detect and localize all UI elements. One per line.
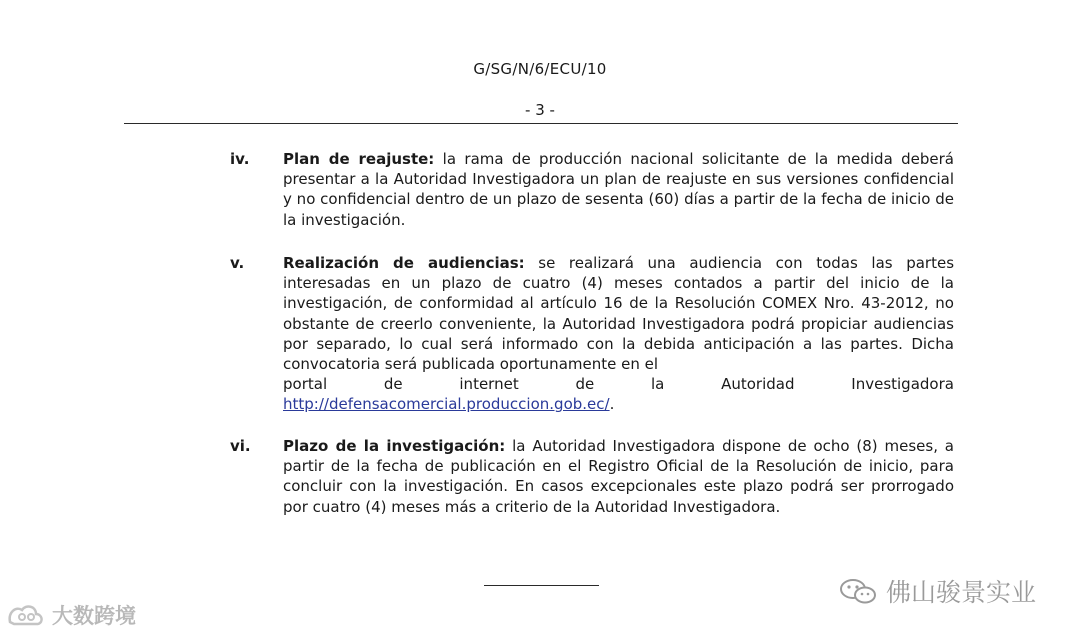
portal-line [283,374,954,394]
footer-divider [484,585,599,586]
link-line [283,394,954,414]
item-number: v. [230,254,245,272]
portal-word: de [383,375,403,394]
portal-word: Investigadora [851,375,954,394]
document-code: G/SG/N/6/ECU/10 [473,60,607,78]
link-suffix: . [609,395,615,414]
portal-word: Autoridad [721,375,795,394]
portal-word: la [650,375,665,394]
portal-link[interactable]: http://defensacomercial.produccion.gob.ec/ [283,395,610,414]
item-heading: Realización de audiencias: [283,254,525,272]
item-body [283,253,954,415]
item-heading: Plan de reajuste: [283,150,435,168]
item-text: la rama de producción nacional solicitante de la medida deberá presentar a la Autoridad Investigadora un plan de reajuste en sus versiones confidencial y no confidencial dentro de un plazo de sesenta (60) días a partir de la fecha de inicio de la investigación. [283,150,955,229]
watermark-left [6,600,136,630]
watermark-right-text: 佛山骏景实业 [886,578,1037,607]
item-heading: Plazo de la investigación: [283,437,506,455]
portal-word: portal [283,375,328,394]
item-number: vi. [230,437,251,455]
watermark-right [838,573,1036,609]
brand-logo-icon [6,602,46,628]
page-number: - 3 - [525,101,555,119]
watermark-left-text: 大数跨境 [52,604,136,628]
item-number: iv. [230,150,250,168]
item-text: se realizará una audiencia con todas las partes interesadas en un plazo de cuatro (4) meses contados a partir del inicio de la investigación, de conformidad al artículo 16 de la Resolución COMEX Nro. 43-2012, no obstante de creerlo conveniente, la Autoridad Investigadora podrá propiciar audiencias por separado, lo cual será informado con la debida anticipación a las partes. Dicha convocatoria será publicada oportunamente en el [283,254,955,374]
wechat-icon [838,577,878,605]
item-text: la Autoridad Investigadora dispone de ocho (8) meses, a partir de la fecha de publicación en el Registro Oficial de la Resolución de inicio, para concluir con la investigación. En casos excepcionales este plazo podrá ser prorrogado por cuatro (4) meses más a criterio de la Autoridad Investigadora. [283,437,954,516]
portal-word: de [575,375,595,394]
item-body [283,436,954,517]
portal-word: internet [459,375,519,394]
item-body [283,149,954,230]
header-divider [124,123,958,124]
